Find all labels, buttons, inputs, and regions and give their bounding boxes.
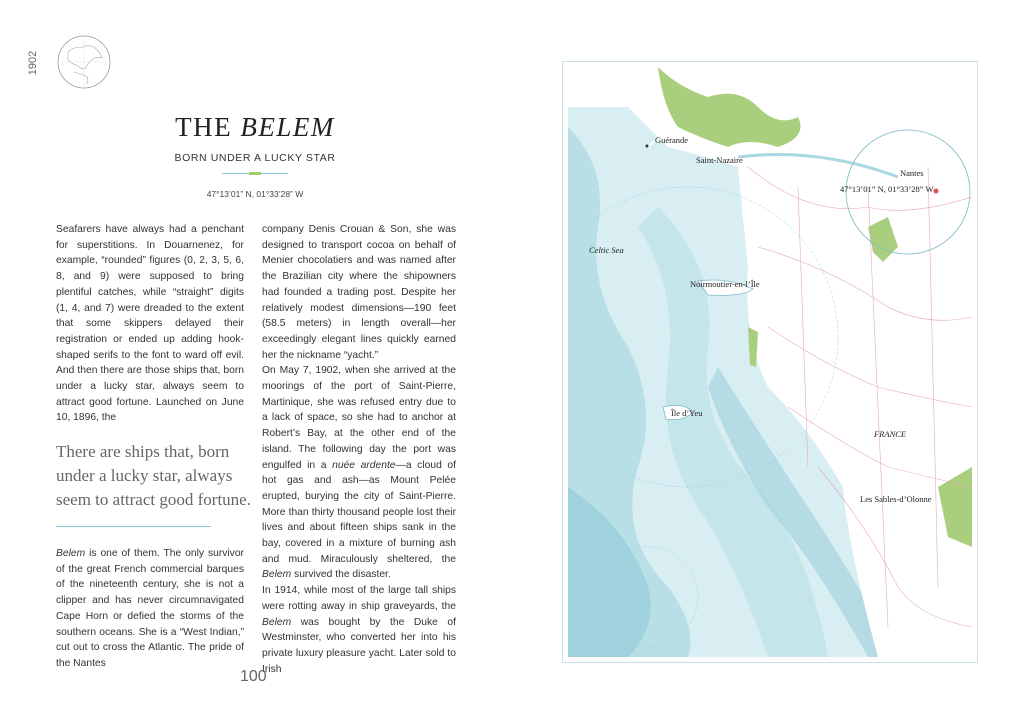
map-label-ile-yeu: Île d’Yeu (671, 408, 703, 418)
map-label-france: FRANCE (874, 429, 907, 439)
pull-quote: There are ships that, born under a lucky star, always seem to attract good fortune. (56, 442, 251, 509)
map-label-celtic-sea: Celtic Sea (589, 245, 624, 255)
text-span: survived the disaster. (291, 569, 391, 581)
map-label-nantes: Nantes (900, 168, 924, 178)
globe-icon (56, 34, 112, 90)
paragraph (262, 363, 456, 583)
column-1-text (56, 222, 244, 426)
text-span: —a cloud of hot gas and ash—as Mount Pelée erupted, burying the city of Saint-Pierre. More than thirty thousand people lost their lives and about fifteen ships sank in the bay, covered in a mixture of burning ash and mud. Miraculously sheltered, the (262, 459, 456, 565)
paragraph (56, 546, 244, 672)
map-label-noirmoutier: Noirmoutier-en-l’Île (690, 279, 760, 289)
coordinates-label: 47°13’01” N, 01°33’28” W (206, 189, 304, 199)
map-label-saint-nazaire: Saint-Nazaire (696, 155, 743, 165)
text-span: In 1914, while most of the large tall ships were rotting away in ship graveyards, the (262, 585, 456, 612)
title-prefix: THE (175, 112, 233, 142)
text-span: On May 7, 1902, when she arrived at the moorings of the port of Saint-Pierre, Martinique, she was refused entry due to a lack of space, so she had to anchor at Robert’s Bay, at the other end of the island. The following day the port was engulfed in a (262, 365, 456, 471)
text-span: was bought by the Duke of Westminster, who converted her into his private luxury pleasure yacht. Later sold to Irish (262, 616, 456, 675)
coastal-map (568, 67, 972, 657)
map-label-coords: 47°13’01” N, 01°33’28” W (840, 184, 934, 194)
ship-name: Belem (262, 616, 292, 628)
italic-term: nuée ardente (332, 459, 396, 471)
year-label: 1902 (27, 50, 39, 76)
ship-name: Belem (262, 569, 292, 581)
page-number: 100 (240, 668, 267, 685)
subtitle-divider (222, 173, 288, 174)
page-title (130, 112, 380, 143)
ship-name: Belem (56, 548, 86, 559)
paragraph: company Denis Crouan & Son, she was designed to transport cocoa on behalf of Menier chocolatiers and was named after the Brazilian city where the shipowners had founded a trading post. Despite her relatively modest dimensions—190 feet (58.5 meters) in length overall—her exceedingly elegant lines quickly earned her the nickname “yacht.” (262, 224, 456, 361)
quote-divider (56, 526, 211, 527)
paragraph: Seafarers have always had a penchant for superstitions. In Douarnenez, for example, “rounded” figures (0, 2, 3, 5, 6, 8, and 9) were supposed to bring plentiful catches, while “straight” digits (1, 4, and 7) were dreaded to the extent that some skippers delayed their registration or ended up adding hook-shaped serifs to the font to ward off evil. And then there are those ships that, born under a lucky star, always seem to attract good fortune. Launched on June 10, 1896, the (56, 224, 244, 424)
subtitle: BORN UNDER A LUCKY STAR (174, 152, 336, 164)
paragraph (262, 583, 456, 677)
paragraph-text: is one of them. The only survivor of the great French commercial barques of the nineteenth century, she is not a clipper and has never circumnavigated Cape Horn or defied the storms of the southern oceans. She is a “West Indian,” cut out to cross the Atlantic. The pride of the Nantes (56, 548, 244, 669)
column-1-continued (56, 546, 244, 672)
title-name: BELEM (240, 112, 335, 142)
column-2-text (262, 222, 456, 677)
map-label-sables: Les Sables-d’Olonne (860, 494, 932, 504)
map-label-guerande: Guérande (655, 135, 689, 145)
